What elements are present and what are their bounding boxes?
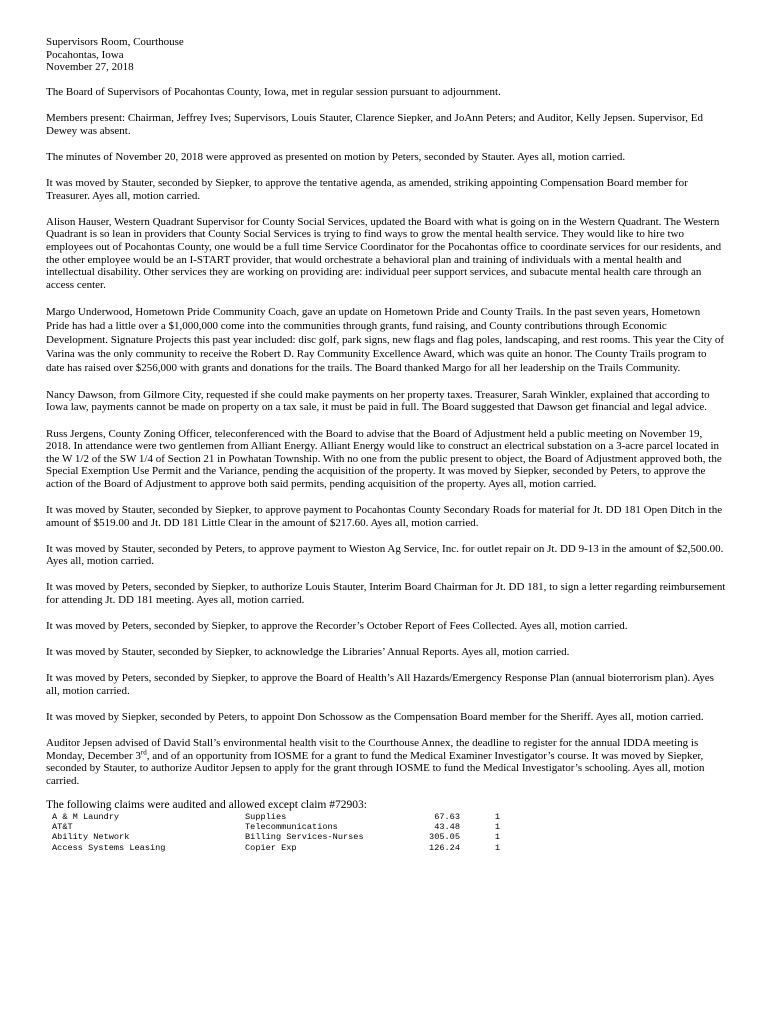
paragraph-social-services: Alison Hauser, Western Quadrant Supervisor for County Social Services, updated the Board with what is going on in the Western Quadrant. The Western Quadrant is so lean in providers that County Social Services is trying to find ways to grow the mental health service. They would like to hire two employees out of Pocahontas County, one would be a full time Service Coordinator for the Pocahontas office to coordinate services for our residents, and the other employee would be an I-START provider, that would orchestrate a behavioral plan and training of individuals with a mental health and intellectual disability. Other services they are working on providing are: individual peer support services, and subacute mental health care through an access center. [46, 215, 722, 291]
header-location-line2: Pocahontas, Iowa [46, 48, 124, 61]
claim-code: 1 [494, 842, 500, 853]
paragraph-members-present: Members present: Chairman, Jeffrey Ives; Supervisors, Louis Stauter, Clarence Siepker, and JoAnn Peters; and Auditor, Kelly Jepsen. Supervisor, Ed Dewey was absent. [46, 112, 703, 137]
minutes-document [46, 36, 726, 853]
claim-code: 1 [494, 822, 500, 833]
paragraph-interim-chairman: It was moved by Peters, seconded by Siepker, to authorize Louis Stauter, Interim Board Chairman for Jt. DD 181, to sign a letter regarding reimbursement for attending Jt. DD 181 meeting. Ayes all, motion carried. [46, 581, 726, 606]
claims-intro: The following claims were audited and allowed except claim #72903: [46, 799, 367, 812]
table-row [52, 812, 500, 822]
paragraph-property-taxes: Nancy Dawson, from Gilmore City, requested if she could make payments on her property taxes. Treasurer, Sarah Winkler, explained that according to Iowa law, payments cannot be made on property on a tax sale, it must be paid in full. The Board suggested that Dawson get financial and legal advice. [46, 388, 710, 414]
claim-description: Telecommunications [245, 822, 338, 833]
auditor-advisory-text-end: , and of an opportunity from IOSME for a grant to fund the Medical Examiner Investigator’s course. It was moved by Siepker, seconded by Stauter, to authorize Auditor Jepsen to apply for the grant through IOSME to fund the Medical Investigator’s schooling. Ayes all, motion carried. [46, 749, 705, 787]
paragraph-zoning: Russ Jergens, County Zoning Officer, teleconferenced with the Board to advise that the Board of Adjustment held a public meeting on November 19, 2018. In attendance were two gentlemen from Alliant Energy. Alliant Energy would like to construct an electrical substation on a 3-acre parcel located in the W 1/2 of the SW 1/4 of Section 21 in Powhatan Township. With no one from the public present to object, the Board of Adjustment approved both, the Special Exemption Use Permit and the Variance, pending the acquisition of the property. It was moved by Siepker, seconded by Peters, to approve the action of the Board of Adjustment to approve both said permits, pending acquisition of the property. Ayes all, motion carried. [46, 427, 722, 490]
ordinal-suffix: rd [140, 748, 147, 756]
header-date: November 27, 2018 [46, 61, 134, 74]
paragraph-board-of-health: It was moved by Peters, seconded by Siepker, to approve the Board of Health’s All Hazards/Emergency Response Plan (annual bioterrorism plan). Ayes all, motion carried. [46, 672, 714, 697]
claim-vendor: AT&T [52, 822, 73, 833]
paragraph-auditor-advisory [46, 737, 726, 787]
claim-vendor: A & M Laundry [52, 812, 120, 823]
claim-code: 1 [494, 832, 500, 843]
paragraph-minutes-approval: The minutes of November 20, 2018 were approved as presented on motion by Peters, seconded by Stauter. Ayes all, motion carried. [46, 151, 626, 164]
paragraph-secondary-roads: It was moved by Stauter, seconded by Siepker, to approve payment to Pocahontas County Secondary Roads for material for Jt. DD 181 Open Ditch in the amount of $519.00 and Jt. DD 181 Little Clear in the amount of $217.60. Ayes all, motion carried. [46, 504, 723, 529]
header-location-line1: Supervisors Room, Courthouse [46, 36, 184, 48]
claim-code: 1 [494, 812, 500, 823]
auditor-advisory-text-start: Auditor Jepsen advised of David Stall’s environmental health visit to the Courthouse Annex, the deadline to register for the annual IDDA meeting is Monday, December 3 [46, 737, 699, 762]
paragraph-recorder-report: It was moved by Peters, seconded by Siepker, to approve the Recorder’s October Report of Fees Collected. Ayes all, motion carried. [46, 620, 628, 633]
claim-description: Copier Exp [245, 842, 297, 853]
paragraph-wieston-ag: It was moved by Stauter, seconded by Peters, to approve payment to Wieston Ag Service, Inc. for outlet repair on Jt. DD 9-13 in the amount of $2,500.00. Ayes all, motion carried. [46, 542, 724, 568]
claim-amount: 126.24 [429, 842, 460, 853]
claim-vendor: Ability Network [52, 832, 130, 843]
paragraph-compensation-board: It was moved by Siepker, seconded by Peters, to appoint Don Schossow as the Compensation Board member for the Sheriff. Ayes all, motion carried. [46, 710, 704, 723]
paragraph-agenda-approval: It was moved by Stauter, seconded by Siepker, to approve the tentative agenda, as amended, striking appointing Compensation Board member for Treasurer. Ayes all, motion carried. [46, 177, 688, 202]
table-row [52, 832, 500, 842]
paragraph-libraries-reports: It was moved by Stauter, seconded by Siepker, to acknowledge the Libraries’ Annual Reports. Ayes all, motion carried. [46, 646, 570, 659]
claim-amount: 43.48 [434, 822, 460, 833]
claim-vendor: Access Systems Leasing [52, 842, 166, 853]
claim-amount: 67.63 [434, 812, 460, 823]
claim-amount: 305.05 [429, 832, 460, 843]
claims-table [52, 812, 500, 853]
document-header [46, 36, 726, 74]
paragraph-session: The Board of Supervisors of Pocahontas County, Iowa, met in regular session pursuant to adjournment. [46, 86, 501, 99]
table-row [52, 822, 500, 832]
paragraph-hometown-pride: Margo Underwood, Hometown Pride Community Coach, gave an update on Hometown Pride and County Trails. In the past seven years, Hometown Pride has had a little over a $1,000,000 come into the communities through grants, fund raising, and County contributions through Economic Development. Signature Projects this past year included: disc golf, park signs, new flags and flag poles, landscaping, and rest rooms. This year the City of Varina was the only community to receive the Robert D. Ray Community Excellence Award, which was quite an honor. The County Trails program to date has raised over $256,000 with grants and donations for the trails. The Board thanked Margo for all her leadership on the Trails Community. [46, 305, 724, 375]
claim-description: Supplies [245, 812, 287, 823]
claim-description: Billing Services-Nurses [245, 832, 364, 843]
table-row [52, 843, 500, 853]
